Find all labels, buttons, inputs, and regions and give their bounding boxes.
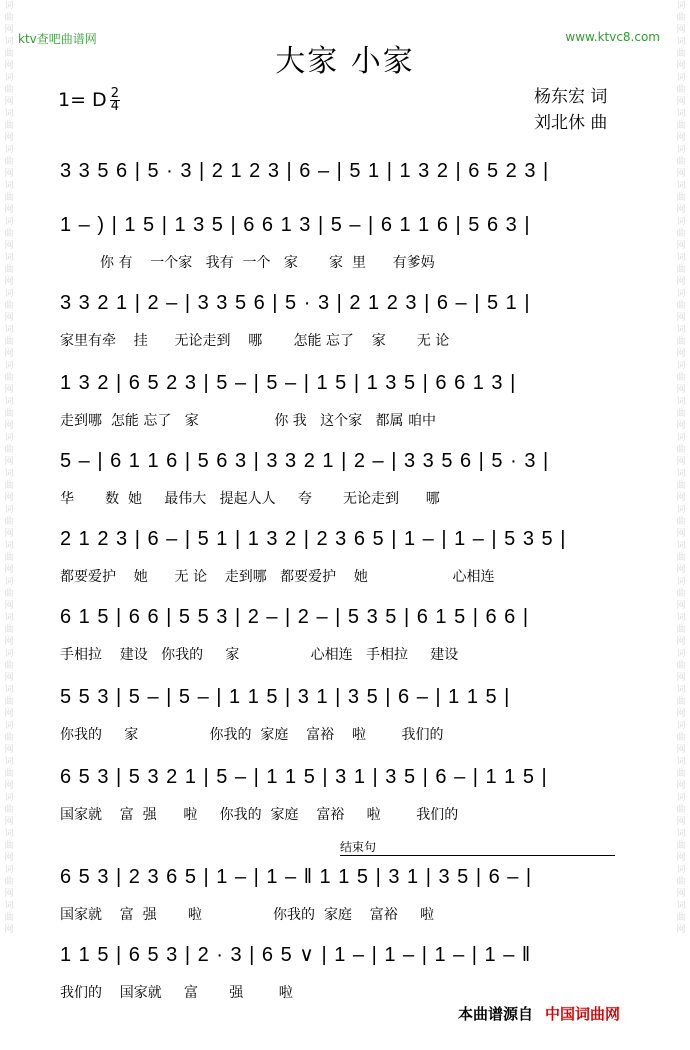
score-row <box>60 290 632 362</box>
score-row <box>60 370 632 442</box>
side-watermark-left: 词曲网词曲网词曲网词曲网词曲网词曲网词曲网词曲网词曲网词曲网词曲网词曲网词曲网词曲网词曲网词曲网词曲网词曲网词曲网词曲网词曲网词曲网词曲网词曲网词曲网词曲网 <box>4 1 14 935</box>
lyric-line: 手相拉 建设 你我的 家 心相连 手相拉 建设 <box>60 647 459 663</box>
score-row <box>60 864 632 936</box>
score-row <box>60 764 632 836</box>
score-row <box>60 448 632 520</box>
key-signature <box>58 88 120 113</box>
notation-line: 6 5 3 | 2 3 6 5 | 1 – | 1 – ‖ 1 1 5 | 3 1 | 3 5 | 6 – | <box>60 866 532 888</box>
notation-line: 5 5 3 | 5 – | 5 – | 1 1 5 | 3 1 | 3 5 | 6 – | 1 1 5 | <box>60 686 510 708</box>
score-row <box>60 684 632 756</box>
time-bottom: 4 <box>110 99 119 114</box>
ending-marker: 结束句 <box>340 838 615 856</box>
lyric-line: 国家就 富 强 啦 你我的 家庭 富裕 啦 我们的 <box>60 807 459 823</box>
lyric-line: 华 数 她 最伟大 提起人人 夸 无论走到 哪 <box>60 491 440 507</box>
notation-line: 1 1 5 | 6 5 3 | 2 · 3 | 6 5 ∨ | 1 – | 1 – | 1 – | 1 – ‖ <box>60 944 531 966</box>
source-label: 本曲谱源自 <box>458 1005 534 1023</box>
source-credit <box>458 1003 620 1024</box>
notation-line: 1 3 2 | 6 5 2 3 | 5 – | 5 – | 1 5 | 1 3 5 | 6 6 1 3 | <box>60 372 516 394</box>
lyric-line: 你 有 一个家 我有 一个 家 家 里 有爹妈 <box>60 255 435 271</box>
time-signature <box>110 88 120 113</box>
time-top: 2 <box>110 86 119 101</box>
lyricist-credit: 杨东宏 词 <box>534 87 608 107</box>
notation-line: 5 – | 6 1 1 6 | 5 6 3 | 3 3 2 1 | 2 – | 3 3 5 6 | 5 · 3 | <box>60 450 549 472</box>
lyric-line: 家里有牵 挂 无论走到 哪 怎能 忘了 家 无 论 <box>60 333 450 349</box>
notation-line: 3 3 5 6 | 5 · 3 | 2 1 2 3 | 6 – | 5 1 | 1 3 2 | 6 5 2 3 | <box>60 160 549 182</box>
notation-line: 1 – ) | 1 5 | 1 3 5 | 6 6 1 3 | 5 – | 6 1 1 6 | 5 6 3 | <box>60 214 530 236</box>
notation-line: 2 1 2 3 | 6 – | 5 1 | 1 3 2 | 2 3 6 5 | 1 – | 1 – | 5 3 5 | <box>60 528 566 550</box>
notation-line: 3 3 2 1 | 2 – | 3 3 5 6 | 5 · 3 | 2 1 2 3 | 6 – | 5 1 | <box>60 292 530 314</box>
score-row <box>60 212 632 284</box>
lyric-line: 我们的 国家就 富 强 啦 <box>60 985 293 1001</box>
source-brand: 中国词曲网 <box>545 1005 621 1023</box>
lyric-line: 你我的 家 你我的 家庭 富裕 啦 我们的 <box>60 727 444 743</box>
score-row <box>60 604 632 676</box>
key-label: 1= D <box>58 89 107 111</box>
notation-line: 6 5 3 | 5 3 2 1 | 5 – | 1 1 5 | 3 1 | 3 5 | 6 – | 1 1 5 | <box>60 766 547 788</box>
side-watermark-right: 词曲网词曲网词曲网词曲网词曲网词曲网词曲网词曲网词曲网词曲网词曲网词曲网词曲网词曲网词曲网词曲网词曲网词曲网词曲网词曲网词曲网词曲网词曲网词曲网词曲网词曲网 <box>676 1 686 935</box>
site-watermark-left: ktv查吧曲谱网 <box>18 32 97 46</box>
notation-line: 6 1 5 | 6 6 | 5 5 3 | 2 – | 2 – | 5 3 5 | 6 1 5 | 6 6 | <box>60 606 529 628</box>
lyric-line: 都要爱护 她 无 论 走到哪 都要爱护 她 心相连 <box>60 569 495 585</box>
site-watermark-right: www.ktvc8.com <box>565 30 660 44</box>
lyric-line: 国家就 富 强 啦 你我的 家庭 富裕 啦 <box>60 907 435 923</box>
song-title: 大家 小家 <box>275 44 415 79</box>
score-row <box>60 526 632 598</box>
lyric-line: 走到哪 怎能 忘了 家 你 我 这个家 都属 咱中 <box>60 413 436 429</box>
composer-credit: 刘北休 曲 <box>534 113 608 133</box>
